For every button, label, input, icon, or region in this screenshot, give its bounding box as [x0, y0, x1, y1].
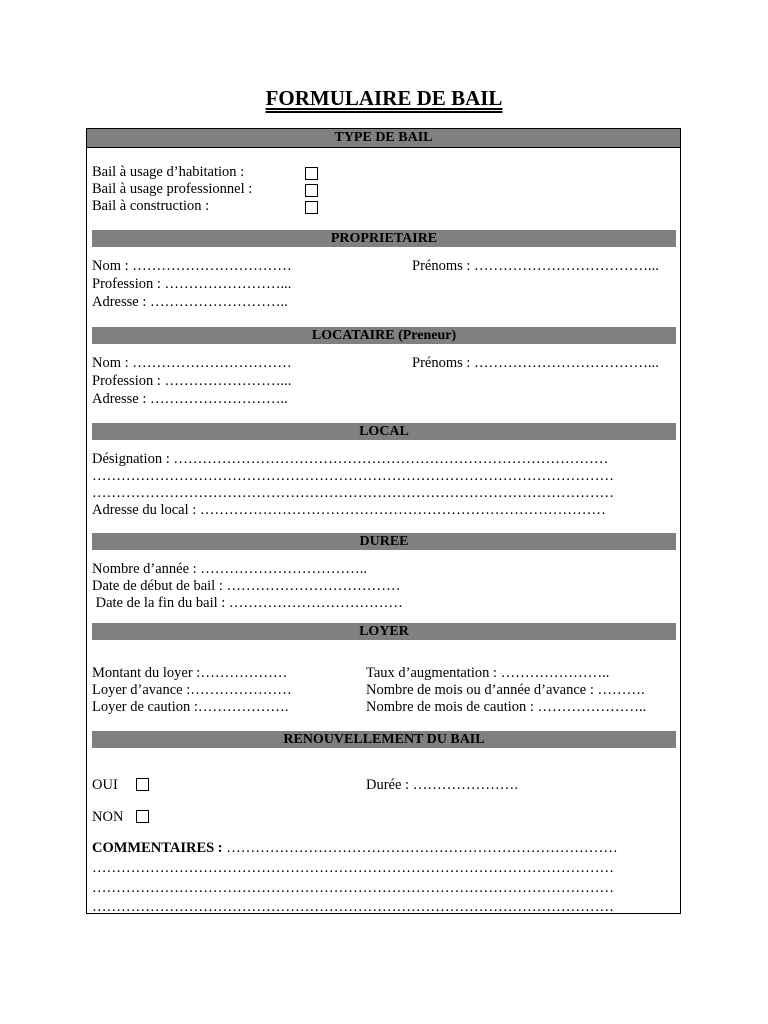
proprietaire-nom-field[interactable]: Nom : ……………………………	[92, 258, 292, 274]
locataire-adresse-field[interactable]: Adresse : ………………………..	[92, 391, 288, 407]
locataire-nom-field[interactable]: Nom : ……………………………	[92, 355, 292, 371]
local-adresse-field[interactable]: Adresse du local : …………………………………………………………………………	[92, 502, 606, 518]
page-title	[0, 86, 768, 111]
section-header-local: LOCAL	[92, 423, 676, 440]
commentaires-line-4[interactable]: ………………………………………………………………………………………………	[92, 899, 614, 915]
section-header-duree: DUREE	[92, 533, 676, 550]
option-habitation-label: Bail à usage d’habitation :	[92, 164, 245, 180]
oui-checkbox[interactable]	[136, 778, 149, 791]
loyer-taux-field[interactable]: Taux d’augmentation : …………………..	[366, 665, 610, 681]
proprietaire-adresse-field[interactable]: Adresse : ………………………..	[92, 294, 288, 310]
construction-checkbox[interactable]	[305, 201, 318, 214]
professionnel-checkbox[interactable]	[305, 184, 318, 197]
lease-form	[86, 128, 681, 914]
oui-label: OUI	[92, 777, 118, 793]
renouvellement-duree-field[interactable]: Durée : ………………….	[366, 777, 518, 793]
section-header-locataire: LOCATAIRE (Preneur)	[92, 327, 676, 344]
commentaires-line-3[interactable]: ………………………………………………………………………………………………	[92, 880, 614, 896]
loyer-avance-field[interactable]: Loyer d’avance :…………………	[92, 682, 292, 698]
commentaires-label: COMMENTAIRES :	[92, 840, 223, 856]
loyer-montant-field[interactable]: Montant du loyer :………………	[92, 665, 288, 681]
loyer-mois-caution-field[interactable]: Nombre de mois de caution : …………………..	[366, 699, 647, 715]
duree-debut-field[interactable]: Date de début de bail : ………………………………	[92, 578, 401, 594]
locataire-profession-field[interactable]: Profession : ……………………...	[92, 373, 292, 389]
non-label: NON	[92, 809, 124, 825]
option-professionnel-label: Bail à usage professionnel :	[92, 181, 253, 197]
option-construction-label: Bail à construction :	[92, 198, 210, 214]
duree-fin-field[interactable]: Date de la fin du bail : ………………………………	[92, 595, 403, 611]
duree-nombre-field[interactable]: Nombre d’année : ……………………………..	[92, 561, 368, 577]
proprietaire-profession-field[interactable]: Profession : ……………………...	[92, 276, 292, 292]
loyer-caution-field[interactable]: Loyer de caution :……………….	[92, 699, 289, 715]
loyer-mois-avance-field[interactable]: Nombre de mois ou d’année d’avance : ……….	[366, 682, 645, 698]
commentaires-row[interactable]	[92, 840, 618, 857]
title-text: FORMULAIRE DE BAIL	[265, 86, 503, 110]
local-designation-line-3[interactable]: ………………………………………………………………………………………………	[92, 485, 614, 501]
habitation-checkbox[interactable]	[305, 167, 318, 180]
local-designation-line-2[interactable]: ………………………………………………………………………………………………	[92, 468, 614, 484]
section-header-type-de-bail: TYPE DE BAIL	[87, 129, 680, 148]
commentaires-first-line[interactable]: ………………………………………………………………………	[222, 840, 618, 856]
section-header-loyer: LOYER	[92, 623, 676, 640]
non-checkbox[interactable]	[136, 810, 149, 823]
proprietaire-prenoms-field[interactable]: Prénoms : ………………………………...	[412, 258, 659, 274]
section-header-proprietaire: PROPRIETAIRE	[92, 230, 676, 247]
commentaires-line-2[interactable]: ………………………………………………………………………………………………	[92, 860, 614, 876]
local-designation-field[interactable]: Désignation : ………………………………………………………………………………	[92, 451, 609, 467]
locataire-prenoms-field[interactable]: Prénoms : ………………………………...	[412, 355, 659, 371]
section-header-renouvellement: RENOUVELLEMENT DU BAIL	[92, 731, 676, 748]
